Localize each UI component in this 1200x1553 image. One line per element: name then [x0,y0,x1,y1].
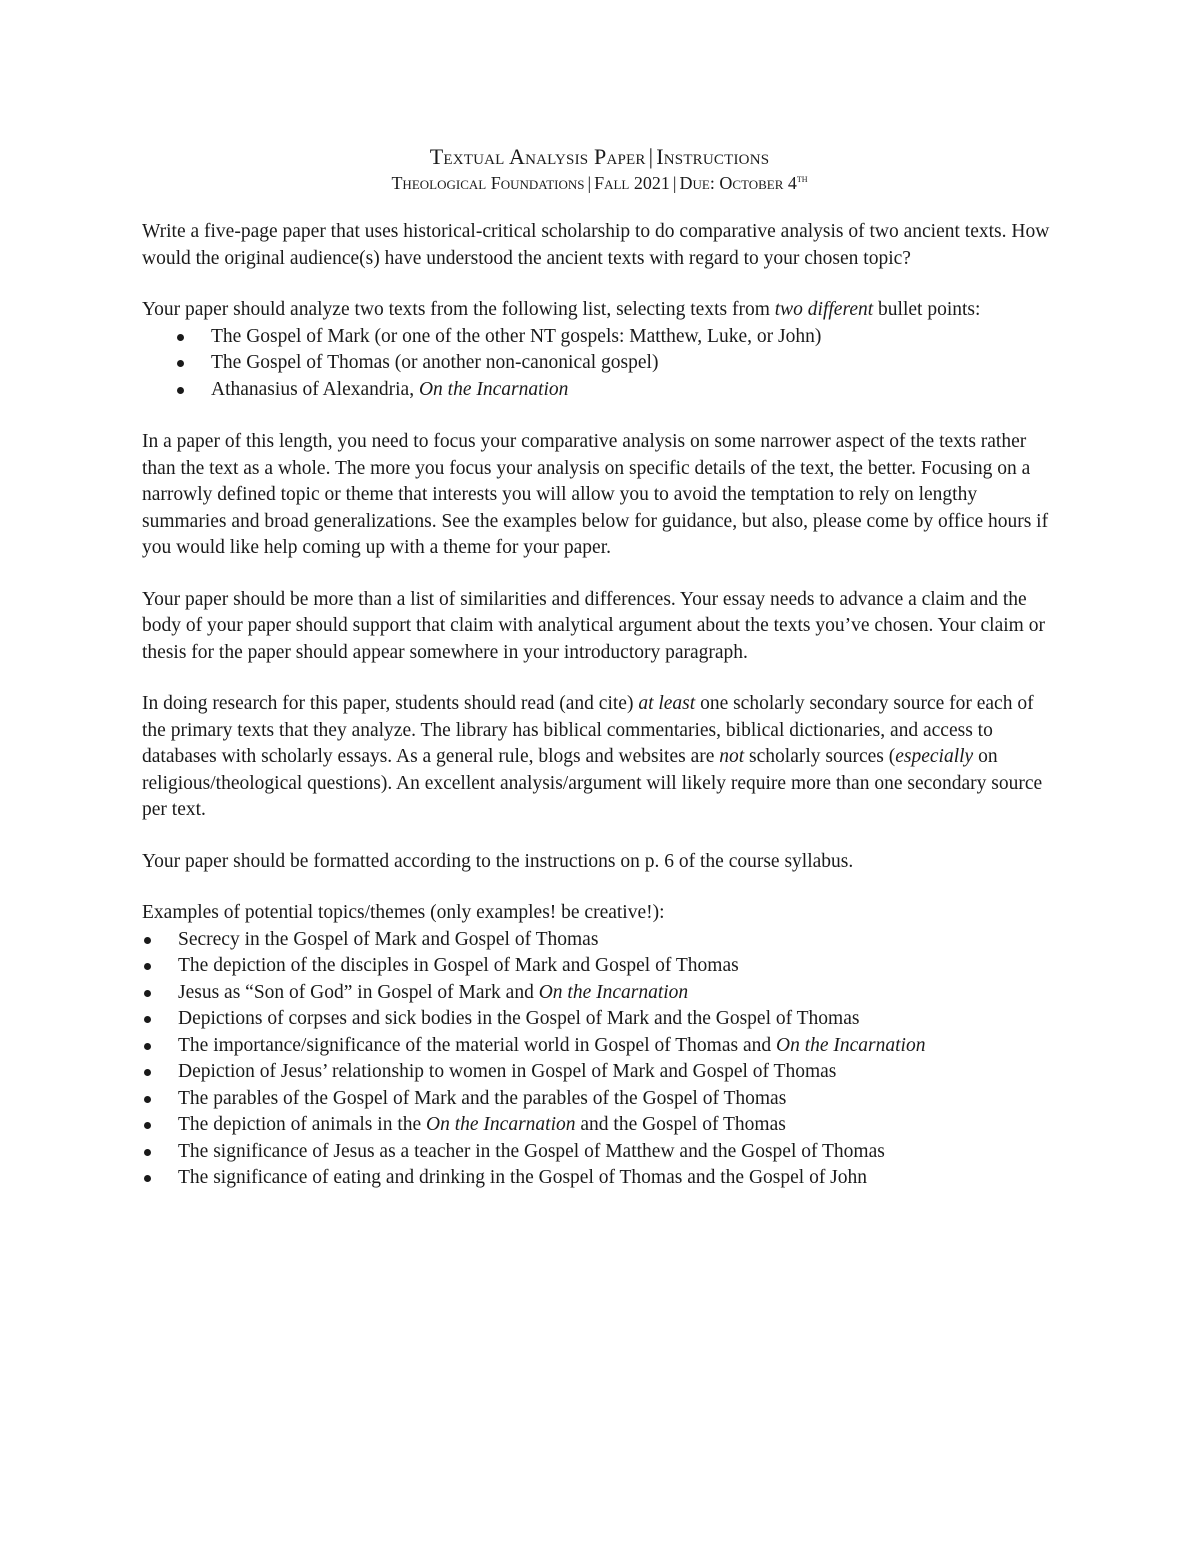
list-item: The importance/significance of the material world in Gospel of Thomas and On the Incarnation [142,1033,1057,1060]
title-separator: | [648,144,654,169]
page-subtitle: Theological Foundations | Fall 2021 | Due: October 4th [391,173,808,193]
claim-paragraph: Your paper should be more than a list of similarities and differences. Your essay needs to advance a claim and the body of your paper should support that claim with analytical argument about the texts you’ve chosen. Your claim or thesis for the paper should appear somewhere in your introductory paragraph. [142,588,1045,663]
document-page [142,143,1057,1192]
list-item: Athanasius of Alexandria, On the Incarnation [175,377,1057,404]
research-paragraph: In doing research for this paper, students should read (and cite) at least one scholarly secondary source for each of the primary texts that they analyze. The library has biblical commentaries, biblical dictionaries, and access to databases with scholarly essays. As a general rule, blogs and websites are not scholarly sources (especially on religious/theological questions). An excellent analysis/argument will likely require more than one secondary source per text. [142,693,1043,820]
list-item: Depiction of Jesus’ relationship to women in Gospel of Mark and Gospel of Thomas [142,1059,1057,1086]
list-item: Secrecy in the Gospel of Mark and Gospel of Thomas [142,927,1057,954]
due-date-suffix: th [796,173,808,185]
selection-emphasis: two different [774,299,874,320]
list-item: The parables of the Gospel of Mark and the parables of the Gospel of Thomas [142,1086,1057,1113]
list-item: The depiction of the disciples in Gospel of Mark and Gospel of Thomas [142,953,1057,980]
list-item: The significance of eating and drinking in the Gospel of Thomas and the Gospel of John [142,1165,1057,1192]
course-name: Theological Foundations [391,173,585,193]
list-item: Jesus as “Son of God” in Gospel of Mark and On the Incarnation [142,980,1057,1007]
page-title [142,143,1057,171]
list-item: The Gospel of Mark (or one of the other NT gospels: Matthew, Luke, or John) [175,324,1057,351]
list-item: The depiction of animals in the On the Incarnation and the Gospel of Thomas [142,1112,1057,1139]
topics-list [142,927,1057,1192]
selection-paragraph: Your paper should analyze two texts from the following list, selecting texts from two different bullet points: [142,299,981,320]
format-paragraph: Your paper should be formatted according to the instructions on p. 6 of the course syllabus. [142,850,854,872]
title-part-1: Textual Analysis Paper [429,144,646,169]
topics-intro: Examples of potential topics/themes (only examples! be creative!): [142,902,665,923]
texts-list [142,324,1057,404]
list-item: The Gospel of Thomas (or another non-canonical gospel) [175,350,1057,377]
title-part-2: Instructions [656,144,770,169]
due-date: Due: October 4 [679,173,797,193]
list-item: Depictions of corpses and sick bodies in the Gospel of Mark and the Gospel of Thomas [142,1006,1057,1033]
list-item: The significance of Jesus as a teacher in the Gospel of Matthew and the Gospel of Thomas [142,1139,1057,1166]
term: Fall 2021 [594,173,670,193]
intro-paragraph: Write a five-page paper that uses historical-critical scholarship to do comparative analysis of two ancient texts. How would the original audience(s) have understood the ancient texts with regard to your chosen topic? [142,221,1050,269]
focus-paragraph: In a paper of this length, you need to focus your comparative analysis on some narrower aspect of the texts rather than the text as a whole. The more you focus your analysis on specific details of the text, the better. Focusing on a narrowly defined topic or theme that interests you will allow you to avoid the temptation to rely on lengthy summaries and broad generalizations. See the examples below for guidance, but also, please come by office hours if you would like help coming up with a theme for your paper. [142,431,1049,558]
